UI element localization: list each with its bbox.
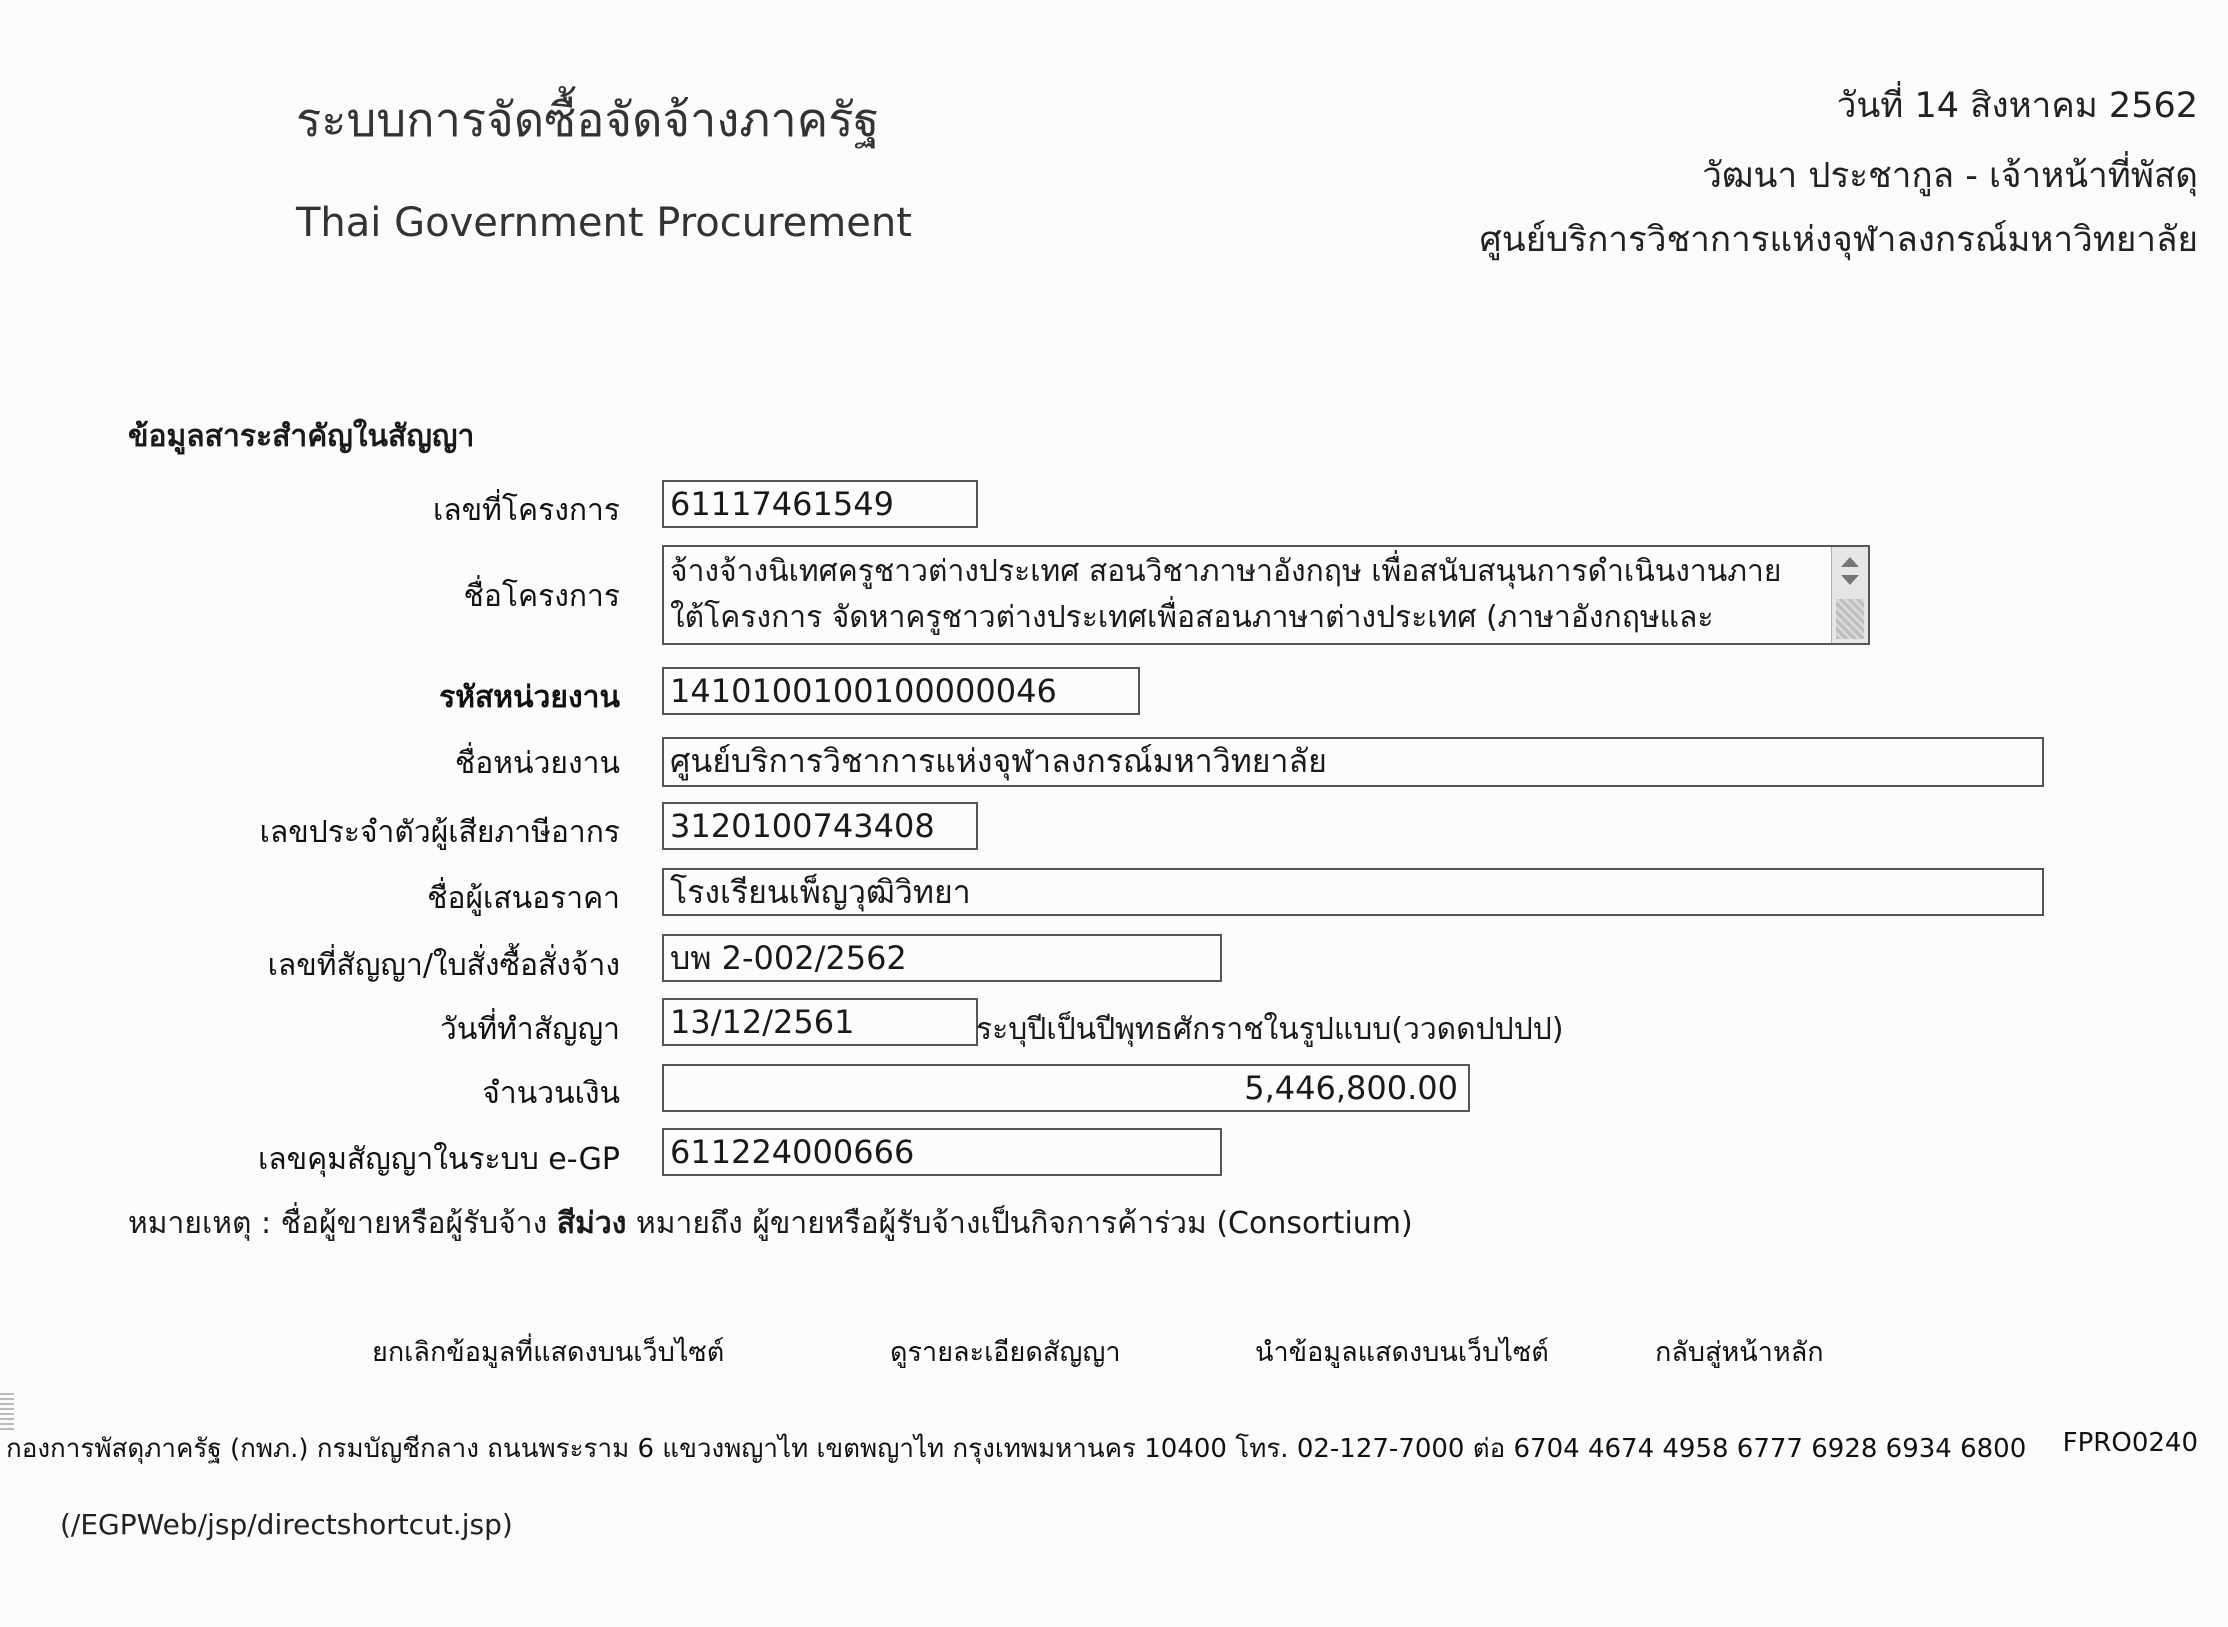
- page-edge-divider: [0, 1390, 14, 1430]
- project-name-label: ชื่อโครงการ: [463, 579, 620, 614]
- footer-address: กองการพัสดุภาครัฐ (กพภ.) กรมบัญชีกลาง ถนนพระราม 6 แขวงพญาไท เขตพญาไท กรุงเทพมหานคร 10400 โทร. 02-127-7000 ต่อ 6704 4674 4958 6777 6928 6934 6800: [6, 1434, 2027, 1464]
- note-suffix: หมายถึง ผู้ขายหรือผู้รับจ้างเป็นกิจการค้าร่วม (Consortium): [626, 1206, 1413, 1241]
- contract-date-label: วันที่ทำสัญญา: [439, 1012, 620, 1047]
- contract-date-hint: ระบุปีเป็นปีพุทธศักราชในรูปแบบ(ววดดปปปป): [976, 1012, 1564, 1047]
- project-no-field[interactable]: 61117461549: [662, 480, 978, 528]
- agency-code-label: รหัสหน่วยงาน: [439, 680, 620, 715]
- contract-no-label: เลขที่สัญญา/ใบสั่งซื้อสั่งจ้าง: [267, 948, 620, 983]
- project-name-scrollbar[interactable]: [1831, 547, 1868, 643]
- tax-id-label: เลขประจำตัวผู้เสียภาษีอากร: [259, 815, 620, 850]
- egp-contract-no-label: เลขคุมสัญญาในระบบ e-GP: [258, 1142, 620, 1177]
- header-organization: ศูนย์บริการวิชาการแห่งจุฬาลงกรณ์มหาวิทยาลัย: [1479, 220, 2198, 260]
- view-contract-detail-button[interactable]: ดูรายละเอียดสัญญา: [890, 1337, 1121, 1368]
- publish-to-website-button[interactable]: นำข้อมูลแสดงบนเว็บไซต์: [1255, 1337, 1549, 1368]
- header-user: วัฒนา ประชากูล - เจ้าหน้าที่พัสดุ: [1702, 156, 2198, 196]
- bidder-name-label: ชื่อผู้เสนอราคา: [427, 881, 620, 916]
- consortium-note: [128, 1200, 1413, 1247]
- agency-name-label: ชื่อหน่วยงาน: [454, 746, 620, 781]
- note-highlight: สีม่วง: [556, 1206, 627, 1241]
- header-date: วันที่ 14 สิงหาคม 2562: [1836, 86, 2198, 126]
- egp-contract-no-field[interactable]: 611224000666: [662, 1128, 1222, 1176]
- system-title-thai: ระบบการจัดซื้อจัดจ้างภาครัฐ: [296, 93, 880, 148]
- system-title-english: Thai Government Procurement: [296, 200, 912, 246]
- back-to-home-button[interactable]: กลับสู่หน้าหลัก: [1655, 1337, 1824, 1368]
- amount-label: จำนวนเงิน: [482, 1076, 620, 1111]
- tax-id-field[interactable]: 3120100743408: [662, 802, 978, 850]
- project-name-textarea[interactable]: [662, 545, 1870, 645]
- section-title: ข้อมูลสาระสำคัญในสัญญา: [128, 419, 475, 454]
- project-no-label: เลขที่โครงการ: [433, 493, 620, 528]
- scroll-up-icon[interactable]: [1841, 557, 1859, 567]
- cancel-publish-button[interactable]: ยกเลิกข้อมูลที่แสดงบนเว็บไซต์: [372, 1337, 725, 1368]
- agency-code-field[interactable]: 1410100100100000046: [662, 667, 1140, 715]
- project-name-text: จ้างจ้างนิเทศครูชาวต่างประเทศ สอนวิชาภาษาอังกฤษ เพื่อสนับสนุนการดำเนินงานภายใต้โครงการ จัดหาครูชาวต่างประเทศเพื่อสอนภาษาต่างประเทศ (ภาษาอังกฤษและ: [670, 554, 1782, 635]
- footer-page-code: FPRO0240: [2062, 1428, 2198, 1458]
- contract-no-field[interactable]: บพ 2-002/2562: [662, 934, 1222, 982]
- contract-date-field[interactable]: 13/12/2561: [662, 998, 978, 1046]
- scroll-down-icon[interactable]: [1841, 575, 1859, 585]
- amount-field[interactable]: 5,446,800.00: [662, 1064, 1470, 1112]
- agency-name-field[interactable]: ศูนย์บริการวิชาการแห่งจุฬาลงกรณ์มหาวิทยาลัย: [662, 737, 2044, 787]
- bidder-name-field[interactable]: โรงเรียนเพ็ญวุฒิวิทยา: [662, 868, 2044, 916]
- note-prefix: หมายเหตุ : ชื่อผู้ขายหรือผู้รับจ้าง: [128, 1206, 557, 1241]
- shortcut-link[interactable]: (/EGPWeb/jsp/directshortcut.jsp): [60, 1508, 513, 1541]
- scroll-thumb[interactable]: [1836, 599, 1864, 639]
